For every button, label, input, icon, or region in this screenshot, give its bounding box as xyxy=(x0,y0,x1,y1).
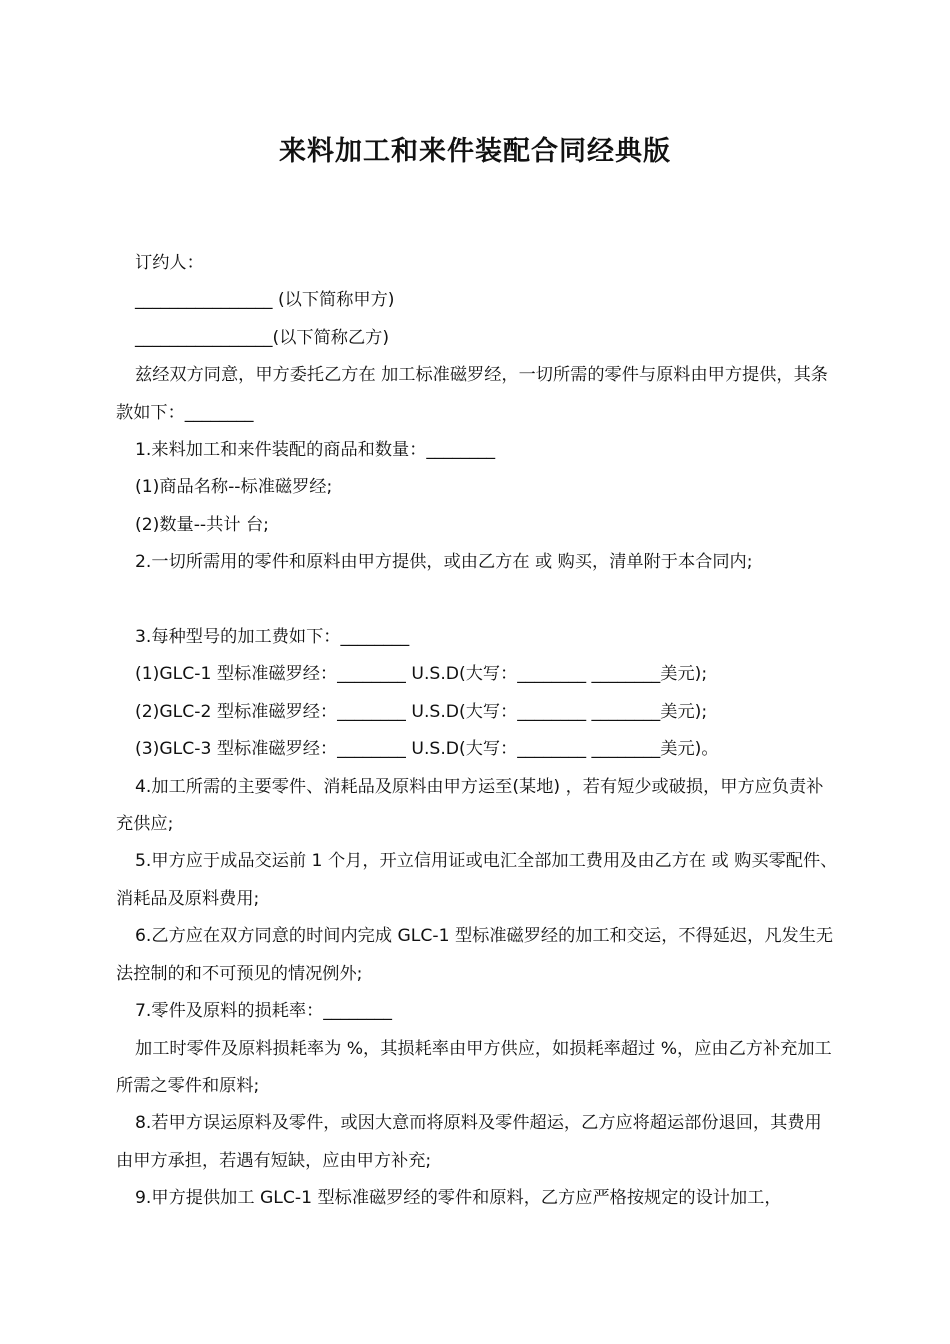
paragraph-clause-5: 5.甲方应于成品交运前 1 个月，开立信用证或电汇全部加工费用及由乙方在 或 购买零配件、消耗品及原料费用; xyxy=(116,851,838,909)
paragraph-clause-1: 1.来料加工和来件装配的商品和数量：________ xyxy=(135,440,496,461)
paragraph-clause-3: 3.每种型号的加工费如下：________ xyxy=(135,627,410,648)
paragraph-parties-label: 订约人： xyxy=(135,253,204,273)
paragraph-intro: 兹经双方同意，甲方委托乙方在 加工标准磁罗经，一切所需的零件与原料由甲方提供，其条款如下：________ xyxy=(116,365,828,423)
paragraph-spacer xyxy=(116,582,838,619)
paragraph-clause-8: 8.若甲方误运原料及零件，或因大意而将原料及零件超运，乙方应将超运部份退回，其费用由甲方承担，若遇有短缺，应由甲方补充; xyxy=(116,1113,822,1171)
document-title: 来料加工和来件装配合同经典版 xyxy=(279,136,671,167)
document-body xyxy=(116,245,838,1218)
paragraph-party-a: ________________ (以下简称甲方) xyxy=(135,290,395,311)
paragraph-clause-1-2: (2)数量--共计 台; xyxy=(135,514,269,535)
paragraph-clause-3-1: (1)GLC-1 型标准磁罗经：________ U.S.D(大写：________ ________美元); xyxy=(135,664,708,685)
paragraph-clause-7-detail: 加工时零件及原料损耗率为 %，其损耗率由甲方供应，如损耗率超过 %，应由乙方补充加工所需之零件和原料; xyxy=(116,1038,832,1096)
paragraph-clause-3-2: (2)GLC-2 型标准磁罗经：________ U.S.D(大写：________ ________美元); xyxy=(135,701,708,722)
paragraph-clause-3-3: (3)GLC-3 型标准磁罗经：________ U.S.D(大写：________ ________美元)。 xyxy=(135,739,719,760)
paragraph-clause-1-1: (1)商品名称--标准磁罗经; xyxy=(135,477,333,498)
paragraph-party-b: ________________(以下简称乙方) xyxy=(135,327,390,348)
paragraph-clause-4: 4.加工所需的主要零件、消耗品及原料由甲方运至(某地) ，若有短少或破损，甲方应负责补充供应; xyxy=(116,776,824,835)
paragraph-clause-6: 6.乙方应在双方同意的时间内完成 GLC-1 型标准磁罗经的加工和交运，不得延迟，凡发生无法控制的和不可预见的情况例外; xyxy=(116,926,834,984)
paragraph-clause-7: 7.零件及原料的损耗率：________ xyxy=(135,1001,393,1022)
paragraph-clause-9: 9.甲方提供加工 GLC-1 型标准磁罗经的零件和原料，乙方应严格按规定的设计加工， xyxy=(135,1188,782,1209)
paragraph-clause-2: 2.一切所需用的零件和原料由甲方提供，或由乙方在 或 购买，清单附于本合同内; xyxy=(135,552,753,573)
